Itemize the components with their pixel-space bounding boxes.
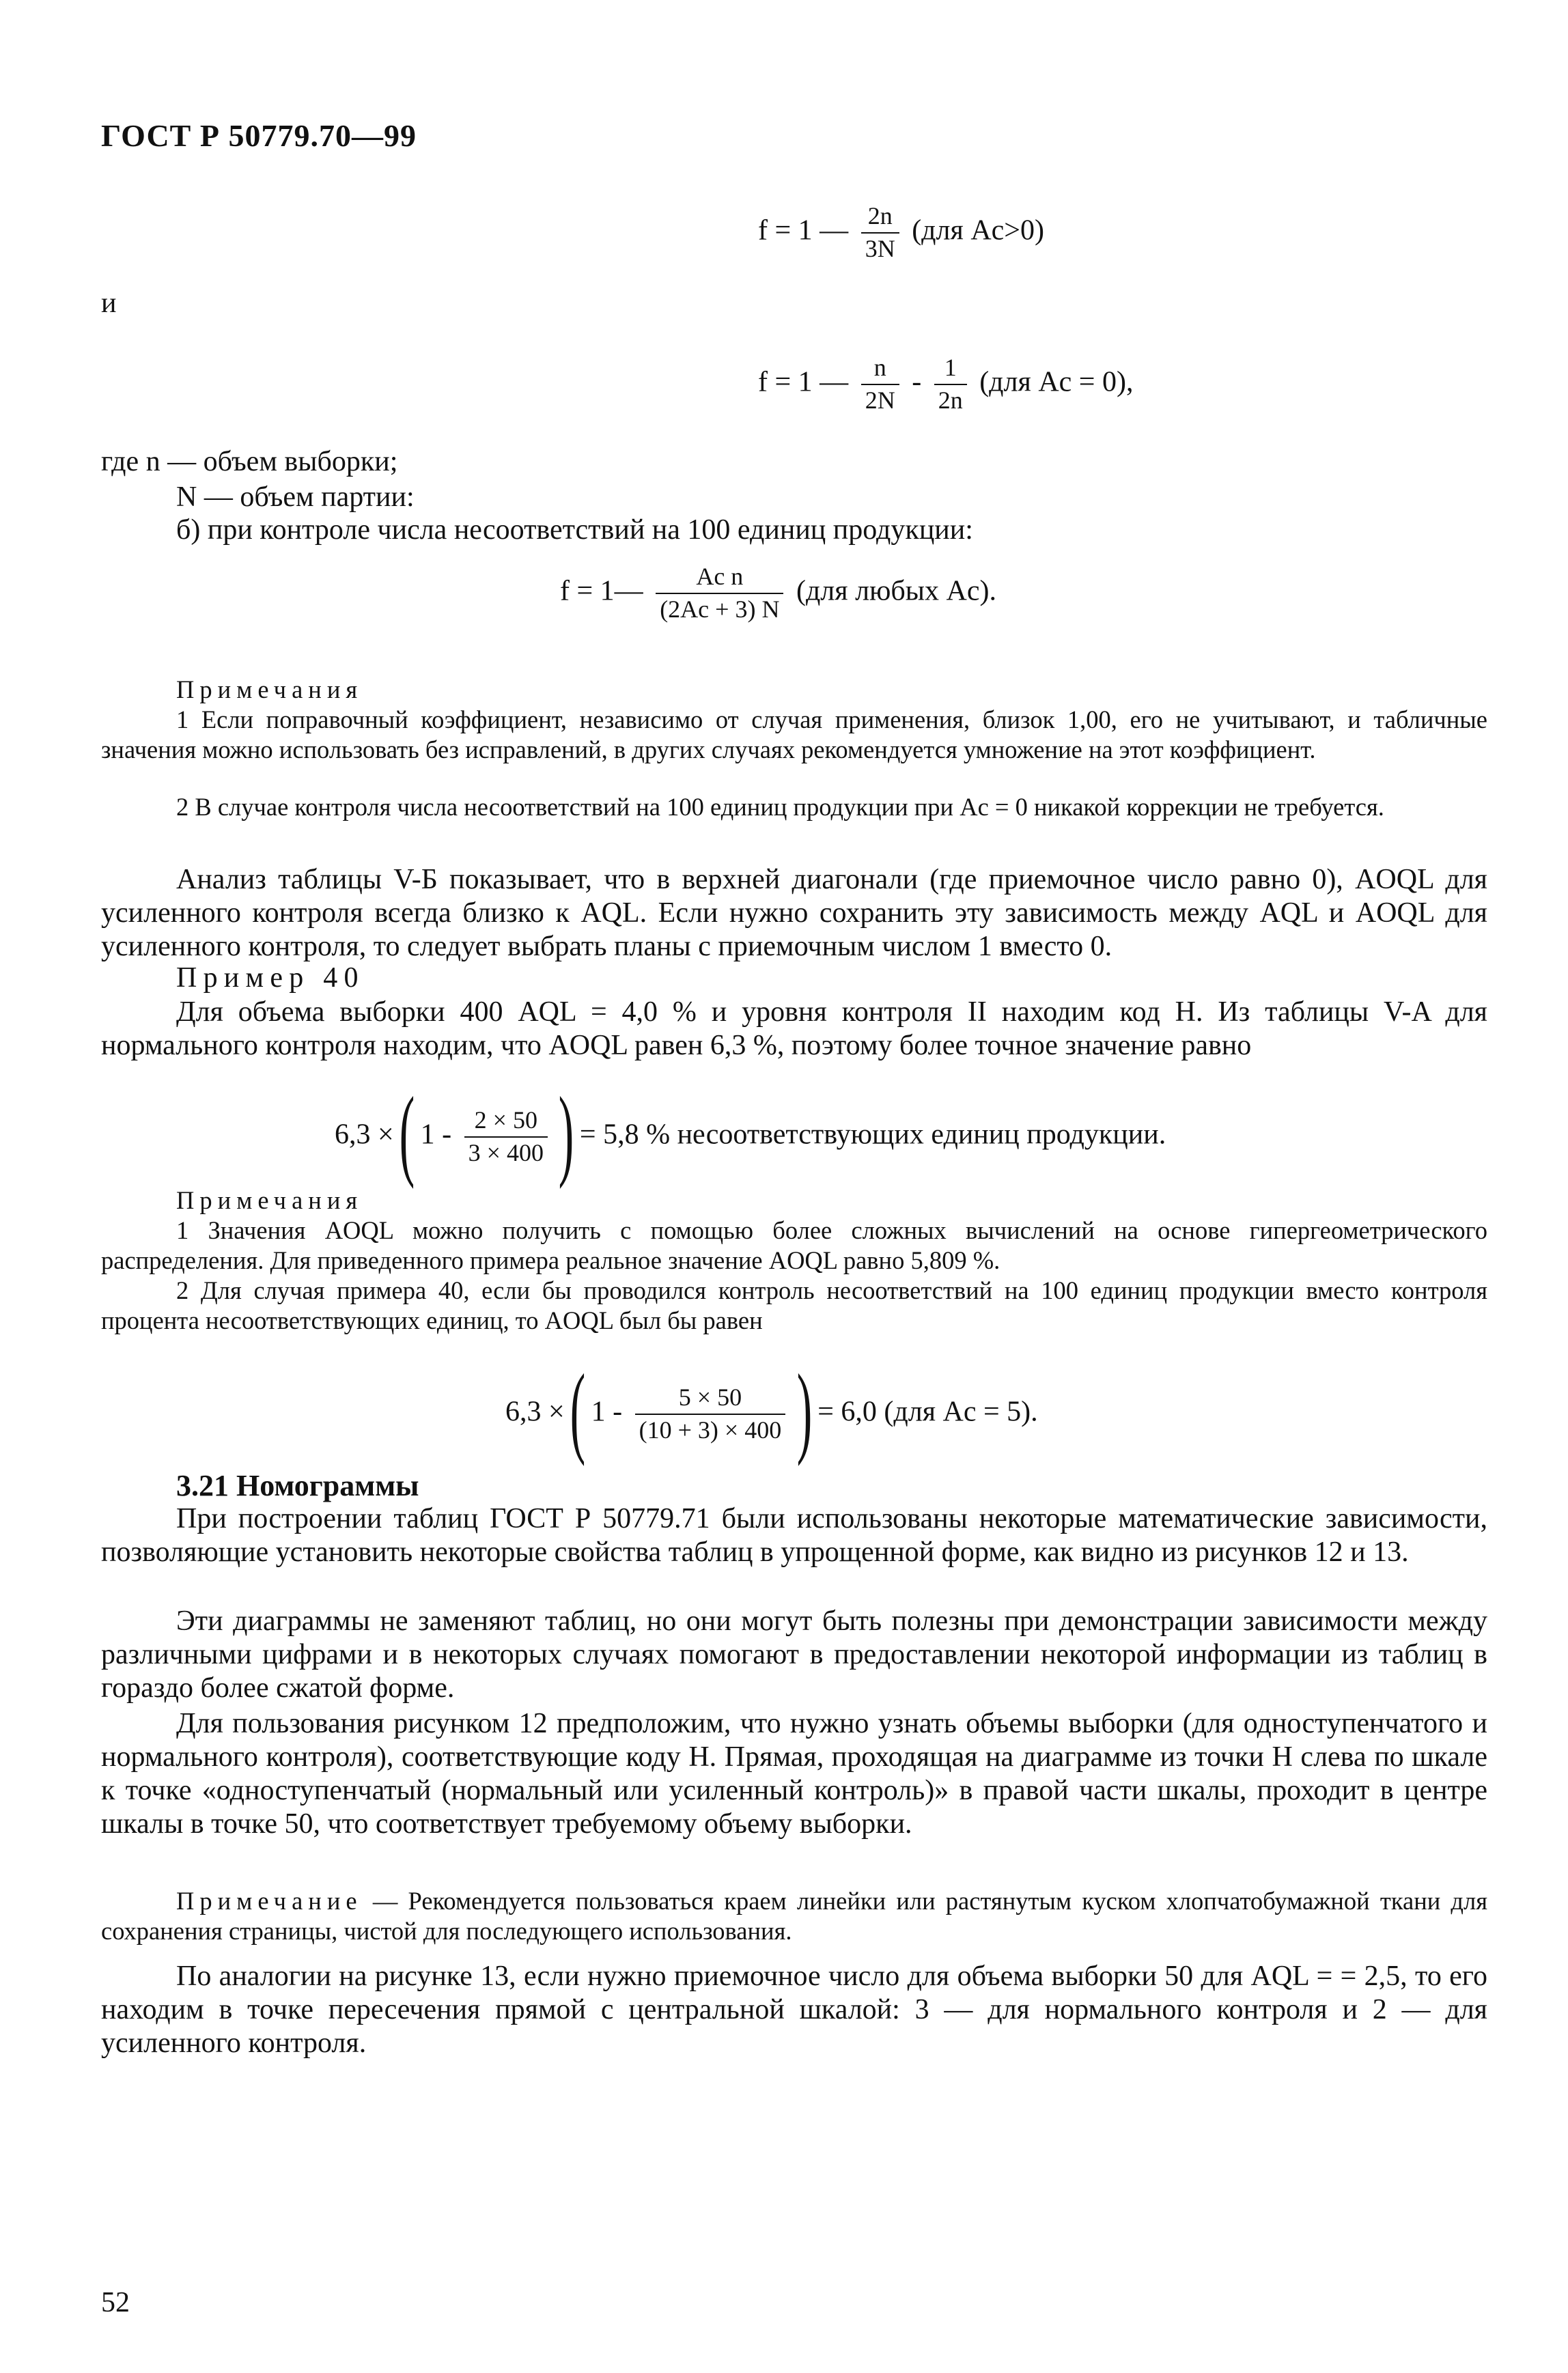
denominator: 3 × 400 xyxy=(464,1136,548,1166)
paragraph-figure-13: По аналогии на рисунке 13, если нужно приемочное число для объема выборки 50 для AQL = = 2,5, то его находим в точке пересечения прямой с центральной шкалой: 3 — для нормального контроля и 2 — для усиленного контроля. xyxy=(101,1961,1487,2059)
note-2: 2 В случае контроля числа несоответствий на 100 единиц продукции при Ac = 0 никакой коррекции не требуется. xyxy=(176,793,1384,821)
numerator: 2n xyxy=(867,202,893,229)
numerator: Ac n xyxy=(696,563,744,590)
left-paren: ( xyxy=(570,1353,586,1467)
formula-condition: (для Ac>0) xyxy=(912,214,1044,247)
formula-aoql-example xyxy=(335,1076,1166,1190)
fraction xyxy=(656,564,783,623)
formula-one: 1 - xyxy=(420,1119,452,1151)
fraction xyxy=(635,1385,786,1444)
definition-n: где n — объем выборки; xyxy=(101,446,398,477)
paragraph-nomograms-intro: При построении таблиц ГОСТ Р 50779.71 были использованы некоторые математические зависимости, позволяющие установить некоторые свойства таблиц в упрощенной форме, как видно из рисунков 12 и 13. xyxy=(101,1503,1487,1568)
denominator: (2Ac + 3) N xyxy=(656,593,783,623)
formula-result: = 5,8 % несоответствующих единиц продукции. xyxy=(579,1119,1166,1151)
denominator: 2n xyxy=(934,384,967,414)
formula-lhs: f = 1 — xyxy=(758,214,849,247)
numerator: 1 xyxy=(944,354,957,381)
formula-lhs: 6,3 × xyxy=(505,1396,565,1428)
definition-N: N — объем партии: xyxy=(176,481,415,513)
notes-title-2: Примечания xyxy=(176,1186,363,1214)
right-paren: ) xyxy=(559,1076,574,1190)
page-number: 52 xyxy=(101,2287,130,2318)
denominator: (10 + 3) × 400 xyxy=(635,1414,786,1444)
formula-f-ac-positive xyxy=(758,203,1044,262)
formula-condition: (для Ac = 0), xyxy=(979,366,1134,398)
conjunction-text: и xyxy=(101,287,117,319)
example-title: Пример 40 xyxy=(176,962,365,994)
formula-lhs: 6,3 × xyxy=(335,1119,394,1151)
example-text: Для объема выборки 400 AQL = 4,0 % и уровня контроля II находим код H. Из таблицы V-A для нормального контроля находим, что AOQL равен 6,3 %, поэтому более точное значение равно xyxy=(101,996,1487,1061)
note-2-1: 1 Значения AOQL можно получить с помощью более сложных вычислений на основе гипергеометрического распределения. Для приведенного примера реальное значение AOQL равно 5,809 %. xyxy=(101,1216,1487,1274)
fraction xyxy=(861,355,899,414)
numerator: n xyxy=(873,354,886,381)
denominator: 3N xyxy=(861,232,899,262)
minus-sign: - xyxy=(912,366,922,398)
paragraph-table-analysis: Анализ таблицы V-Б показывает, что в верхней диагонали (где приемочное число равно 0), AOQL для усиленного контроля всегда близко к AQL. Если нужно сохранить эту зависимость между AQL и AOQL для усиленного контроля, то следует выбрать планы с приемочным числом 1 вместо 0. xyxy=(101,864,1487,962)
formula-lhs: f = 1— xyxy=(560,575,643,607)
note-1: 1 Если поправочный коэффициент, независимо от случая применения, близок 1,00, его не учитывают, и табличные значения можно использовать без исправлений, в других случаях рекомендуется умножение на этот коэффициент. xyxy=(101,705,1487,763)
document-header: ГОСТ Р 50779.70—99 xyxy=(101,118,417,153)
section-title: 3.21 Номограммы xyxy=(176,1469,419,1502)
paragraph-figure-12: Для пользования рисунком 12 предположим, что нужно узнать объемы выборки (для одноступенчатого и нормального контроля), соответствующие коду H. Прямая, проходящая на диаграмме из точки H слева по шкале к точке «одноступенчатый (нормальный или усиленный контроль)» в правой части шкалы, проходит в центре шкалы в точке 50, что соответствует требуемому объему выборки. xyxy=(101,1708,1487,1840)
note-label: Примечание xyxy=(176,1887,363,1915)
numerator: 2 × 50 xyxy=(474,1106,537,1134)
paragraph-diagrams: Эти диаграммы не заменяют таблиц, но они могут быть полезны при демонстрации зависимости между различными цифрами и в некоторых случаях помогают в предоставлении некоторой информации из таблиц в гораздо более сжатой форме. xyxy=(101,1605,1487,1704)
right-paren: ) xyxy=(796,1353,812,1467)
fraction xyxy=(934,355,967,414)
formula-lhs: f = 1 — xyxy=(758,366,849,398)
numerator: 5 × 50 xyxy=(678,1384,742,1412)
list-item-b: б) при контроле числа несоответствий на 100 единиц продукции: xyxy=(176,514,973,546)
formula-condition: (для любых Ac). xyxy=(796,575,996,607)
left-paren: ( xyxy=(399,1076,415,1190)
fraction xyxy=(464,1108,548,1166)
formula-result: = 6,0 (для Ac = 5). xyxy=(817,1396,1038,1428)
formula-f-ac-zero xyxy=(758,355,1133,414)
formula-aoql-nonconformities xyxy=(505,1353,1038,1467)
notes-title: Примечания xyxy=(176,675,363,703)
fraction xyxy=(861,203,899,262)
note-2-2: 2 Для случая примера 40, если бы проводился контроль несоответствий на 100 единиц продукции вместо контроля процента несоответствующих единиц, то AOQL был бы равен xyxy=(101,1276,1487,1334)
formula-one: 1 - xyxy=(591,1396,623,1428)
formula-f-any-ac xyxy=(560,564,996,623)
note-text: — Рекомендуется пользоваться краем линейки или растянутым куском хлопчатобумажной ткани для сохранения страницы, чистой для последующего использования. xyxy=(101,1887,1488,1945)
denominator: 2N xyxy=(861,384,899,414)
note-ruler xyxy=(101,1886,1487,1946)
